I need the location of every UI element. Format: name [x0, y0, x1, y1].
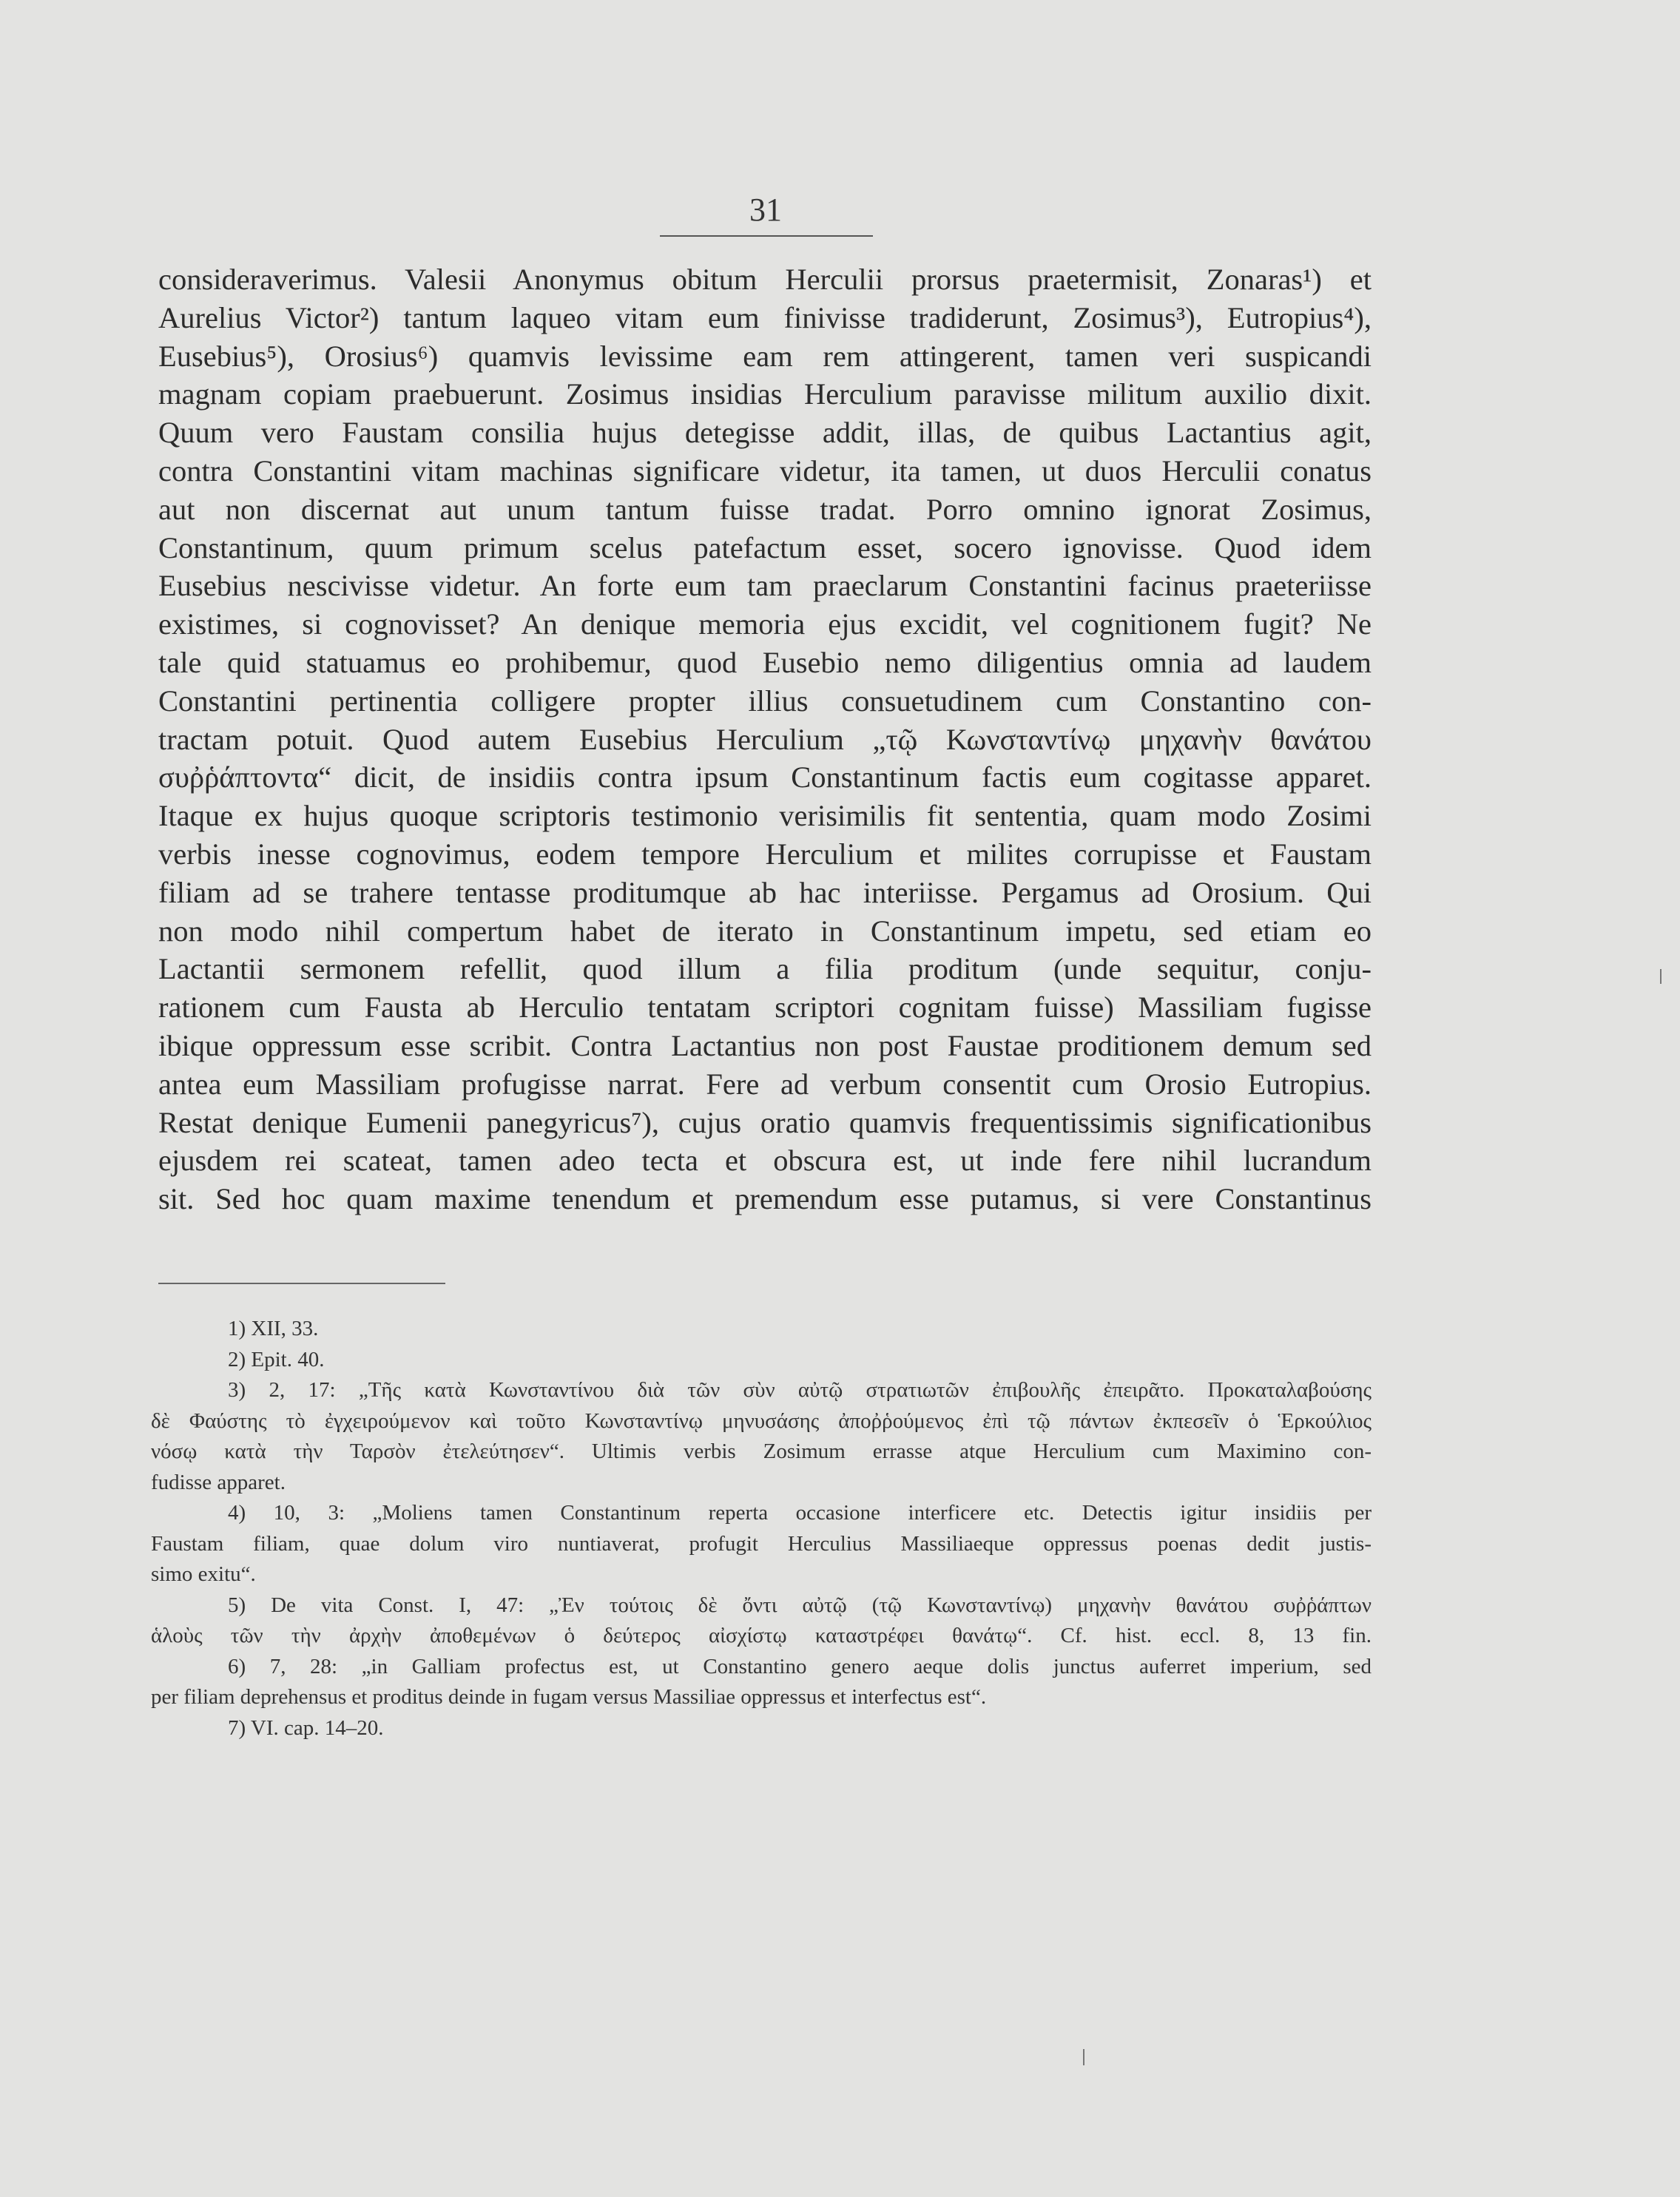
footnotes: [151, 1314, 1372, 1744]
page-number: 31: [749, 192, 782, 228]
text-line: tale quid statuamus eo prohibemur, quod Eusebio nemo diligentius omnia ad laudem: [158, 645, 1372, 679]
text-line: antea eum Massiliam profugisse narrat. Fere ad verbum consentit cum Orosio Eutropius.: [158, 1067, 1372, 1101]
text-line: tractam potuit. Quod autem Eusebius Herculium „τῷ Κωνσταντίνῳ μηχανὴν θανάτου: [158, 722, 1372, 756]
header-rule: [660, 235, 873, 237]
text-line: rationem cum Fausta ab Herculio tentatam scriptori cognitam fuisse) Massiliam fugisse: [158, 990, 1372, 1025]
footnote-3-line: δὲ Φαύστης τὸ ἐγχειρούμενον καὶ τοῦτο Κωνσταντίνῳ μηνυσάσης ἀποῤῥούμενος ἐπὶ τῷ πάντων ἐκπεσεῖν ὁ Ἑρκούλιος: [151, 1408, 1372, 1433]
margin-mark: [1660, 969, 1662, 984]
text-line: Quum vero Faustam consilia hujus detegisse addit, illas, de quibus Lactantius agit,: [158, 416, 1372, 450]
footnote-4-line: Faustam filiam, quae dolum viro nuntiaverat, profugit Herculius Massiliaeque oppressus poenas dedit justis-: [151, 1531, 1372, 1556]
footnote-5-line: 5) De vita Const. I, 47: „Ἐν τούτοις δὲ ὄντι αὐτῷ (τῷ Κωνσταντίνῳ) μηχανὴν θανάτου συῤῥάπτων: [228, 1593, 1372, 1617]
margin-mark: [1083, 2049, 1084, 2065]
text-line: aut non discernat aut unum tantum fuisse tradat. Porro omnino ignorat Zosimus,: [158, 492, 1372, 526]
text-line: συῤῥάπτοντα“ dicit, de insidiis contra ipsum Constantinum factis eum cogitasse apparet.: [158, 760, 1372, 794]
text-line: Aurelius Victor²) tantum laqueo vitam eum finivisse tradiderunt, Zosimus³), Eutropius⁴),: [158, 300, 1372, 334]
text-line: magnam copiam praebuerunt. Zosimus insidias Herculium paravisse militum auxilio dixit.: [158, 377, 1372, 411]
footnote-6-line: 6) 7, 28: „in Galliam profectus est, ut Constantino genero aeque dolis junctus auferret imperium, sed: [228, 1654, 1372, 1678]
text-line: ibique oppressum esse scribit. Contra Lactantius non post Faustae proditionem demum sed: [158, 1028, 1372, 1062]
text-line: sit. Sed hoc quam maxime tenendum et premendum esse putamus, si vere Constantinus: [158, 1182, 1372, 1216]
text-line: consideraverimus. Valesii Anonymus obitum Herculii prorsus praetermisit, Zonaras¹) et: [158, 263, 1372, 296]
footnote-4-line: simo exitu“.: [151, 1562, 256, 1586]
footnote-3-line: fudisse apparet.: [151, 1470, 286, 1494]
footnote-6-line: per filiam deprehensus et proditus deinde in fugam versus Massiliae oppressus et interfectus est“.: [151, 1685, 987, 1709]
text-line: non modo nihil compertum habet de iterato in Constantinum impetu, sed etiam eo: [158, 914, 1372, 948]
footnote-7: 7) VI. cap. 14–20.: [228, 1715, 384, 1740]
text-line: filiam ad se trahere tentasse proditumque ab hac interiisse. Pergamus ad Orosium. Qui: [158, 875, 1372, 909]
footnote-1: 1) XII, 33.: [228, 1317, 319, 1340]
main-text: [158, 260, 1372, 1218]
text-line: verbis inesse cognovimus, eodem tempore Herculium et milites corrupisse et Faustam: [158, 837, 1372, 871]
text-line: contra Constantini vitam machinas significare videtur, ita tamen, ut duos Herculii conatus: [158, 453, 1372, 487]
text-line: Constantini pertinentia colligere propter illius consuetudinem cum Constantino con-: [158, 684, 1372, 718]
text-line: Eusebius nescivisse videtur. An forte eum tam praeclarum Constantini facinus praeteriisse: [158, 569, 1372, 603]
text-line: existimes, si cognovisset? An denique memoria ejus excidit, vel cognitionem fugit? Ne: [158, 607, 1372, 641]
footnote-2: 2) Epit. 40.: [228, 1347, 325, 1371]
text-line: Eusebius⁵), Orosius⁶) quamvis levissime eam rem attingerent, tamen veri suspicandi: [158, 339, 1372, 373]
text-line: ejusdem rei scateat, tamen adeo tecta et obscura est, ut inde fere nihil lucrandum: [158, 1144, 1372, 1178]
footnote-3-line: νόσῳ κατὰ τὴν Ταρσὸν ἐτελεύτησεν“. Ultimis verbis Zosimum errasse atque Herculium cum Maximino con-: [151, 1440, 1372, 1463]
text-line: Constantinum, quum primum scelus patefactum esset, socero ignovisse. Quod idem: [158, 530, 1372, 564]
text-line: Itaque ex hujus quoque scriptoris testimonio verisimilis fit sententia, quam modo Zosimi: [158, 799, 1372, 833]
footnote-4-line: 4) 10, 3: „Moliens tamen Constantinum reperta occasione interficere etc. Detectis igitur insidiis per: [228, 1501, 1372, 1525]
footnote-5-line: ἁλοὺς τῶν τὴν ἀρχὴν ἀποθεμένων ὁ δεύτερος αἰσχίστῳ καταστρέφει θανάτῳ“. Cf. hist. eccl. 8, 13 fin.: [151, 1624, 1372, 1647]
footnote-3-line: 3) 2, 17: „Τῆς κατὰ Κωνσταντίνου διὰ τῶν σὺν αὐτῷ στρατιωτῶν ἐπιβουλῆς ἐπειρᾶτο. Προκαταλαβούσης: [228, 1378, 1372, 1402]
text-line: Lactantii sermonem refellit, quod illum a filia proditum (unde sequitur, conju-: [158, 952, 1372, 986]
text-line: Restat denique Eumenii panegyricus⁷), cujus oratio quamvis frequentissimis significationibus: [158, 1105, 1372, 1139]
footnote-rule: [158, 1283, 445, 1284]
